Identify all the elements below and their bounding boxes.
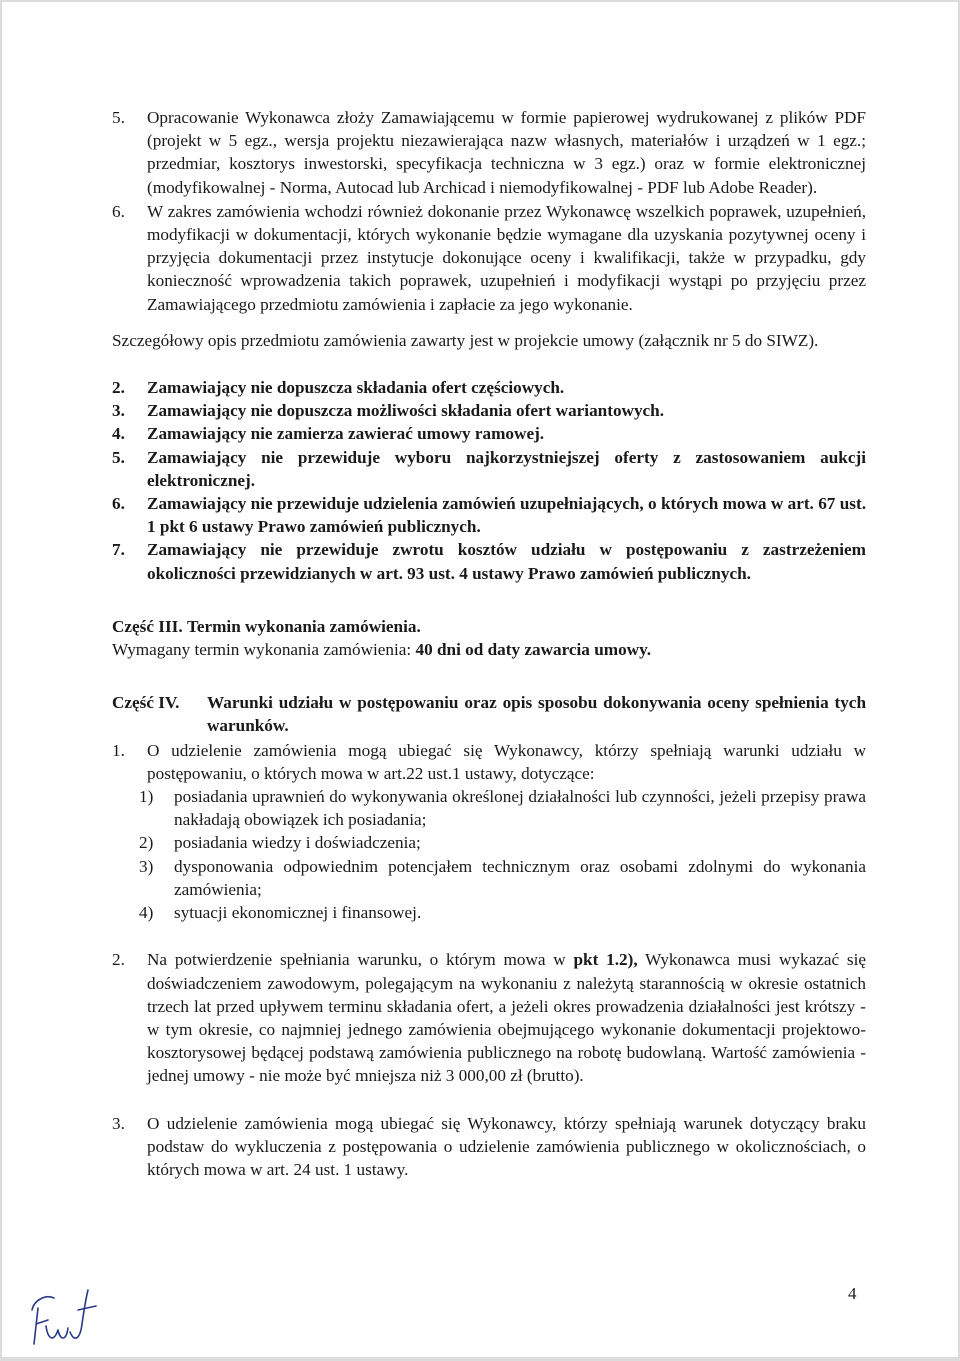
requirement-value: 40 dni od daty zawarcia umowy. xyxy=(415,640,652,660)
detail-description: Szczegółowy opis przedmiotu zamówienia zawarty jest w projekcie umowy (załącznik nr 5 do SIWZ). xyxy=(112,330,819,350)
item-text: O udzielenie zamówienia mogą ubiegać się Wykonawcy, którzy spełniają warunki udziału w postępowaniu, o których mowa w art.22 ust.1 ustawy, dotyczące: xyxy=(147,740,866,783)
requirement-label: Wymagany termin wykonania zamówienia: xyxy=(112,640,412,660)
list-item-number: 2. xyxy=(112,378,125,398)
list-item-number: 3. xyxy=(112,401,125,421)
part-4-heading xyxy=(112,691,866,737)
sub-item xyxy=(112,901,866,924)
paragraph-5 xyxy=(112,106,866,199)
item-text: O udzielenie zamówienia mogą ubiegać się Wykonawcy, którzy spełniają warunek dotyczący braku podstaw do wykluczenia z postępowania o udzielenie zamówienia publicznego w okolicznościach, o których mowa w art. 24 ust. 1 ustawy. xyxy=(147,1113,866,1179)
sub-item-text: dysponowania odpowiednim potencjałem technicznym oraz osobami zdolnymi do wykonania zamówienia; xyxy=(174,856,866,899)
sub-item xyxy=(112,855,866,901)
list-item xyxy=(112,538,866,584)
paragraph-number: 5. xyxy=(112,108,125,127)
paragraph-number: 6. xyxy=(112,201,125,221)
part-label: Część IV. xyxy=(112,693,180,713)
paragraph-text: W zakres zamówienia wchodzi również dokonanie przez Wykonawcę wszelkich poprawek, uzupełnień, modyfikacji w dokumentacji, których wykonanie będzie wymagane dla uzyskania pozytywnej oceny i przyjęcia dokumentacji przez instytucje dokonujące oceny i kwalifikacji, także w przypadku, gdy konieczność wprowadzenia takich poprawek, uzupełnień i modyfikacji wystąpi po przyjęciu przez Zamawiającego przedmiotu zamówienia i zapłacie za jego wykonanie. xyxy=(147,201,866,314)
part-label: Część III. xyxy=(112,616,183,636)
sub-item-number: 4) xyxy=(139,903,154,923)
list-item-text: Zamawiający nie dopuszcza możliwości składania ofert wariantowych. xyxy=(147,401,665,421)
bold-items-list xyxy=(112,376,866,585)
part-4-item-1 xyxy=(112,739,866,785)
list-item xyxy=(112,446,866,492)
sub-item-text: sytuacji ekonomicznej i finansowej. xyxy=(174,903,422,923)
list-item xyxy=(112,492,866,538)
sub-item xyxy=(112,831,866,854)
item-text-bold: pkt 1.2), xyxy=(573,950,638,970)
paragraph-6 xyxy=(112,200,866,316)
list-item xyxy=(112,399,866,422)
part-4-item-3 xyxy=(112,1112,866,1182)
item-number: 3. xyxy=(112,1113,125,1133)
item-number: 2. xyxy=(112,950,125,970)
part-3-requirement xyxy=(112,638,866,661)
list-item-text: Zamawiający nie przewiduje zwrotu kosztów udziału w postępowaniu z zastrzeżeniem okoliczności przewidzianych w art. 93 ust. 4 ustawy Prawo zamówień publicznych. xyxy=(147,540,866,583)
handwritten-signature xyxy=(24,1280,104,1350)
item-text-pre: Na potwierdzenie spełniania warunku, o którym mowa w xyxy=(147,950,566,970)
sub-item-text: posiadania wiedzy i doświadczenia; xyxy=(174,833,421,853)
list-item xyxy=(112,422,866,445)
item-number: 1. xyxy=(112,740,125,760)
list-item-number: 6. xyxy=(112,494,125,514)
sub-item-number: 2) xyxy=(139,833,154,853)
list-item-text: Zamawiający nie zamierza zawierać umowy ramowej. xyxy=(147,424,545,444)
part-title: Termin wykonania zamówienia. xyxy=(186,616,421,636)
list-item-text: Zamawiający nie dopuszcza składania ofert częściowych. xyxy=(147,378,565,398)
list-item-number: 7. xyxy=(112,540,125,560)
page-number: 4 xyxy=(848,1284,857,1303)
sub-item xyxy=(112,785,866,831)
list-item-number: 4. xyxy=(112,424,125,444)
list-item-text: Zamawiający nie przewiduje wyboru najkorzystniejszej oferty z zastosowaniem aukcji elektronicznej. xyxy=(147,447,866,490)
sub-item-text: posiadania uprawnień do wykonywania określonej działalności lub czynności, jeżeli przepisy prawa nakładają obowiązek ich posiadania; xyxy=(174,787,866,830)
sub-item-number: 1) xyxy=(139,787,154,807)
page-content xyxy=(112,106,866,1181)
list-item-number: 5. xyxy=(112,447,125,467)
paragraph-text: Opracowanie Wykonawca złoży Zamawiającemu w formie papierowej wydrukowanej z plików PDF (projekt w 5 egz., wersja projektu niezawierająca nazw własnych, materiałów i urządzeń w 1 egz.; przedmiar, kosztorys inwestorski, specyfikacja techniczna w 3 egz.) oraz w formie elektronicznej (modyfikowalnej - Norma, Autocad lub Archicad i niemodyfikowalnej - PDF lub Adobe Reader). xyxy=(147,108,866,197)
part-4-item-2 xyxy=(112,948,866,1087)
part-3-heading xyxy=(112,615,866,638)
list-item-text: Zamawiający nie przewiduje udzielenia zamówień uzupełniających, o których mowa w art. 67 ust. 1 pkt 6 ustawy Prawo zamówień publicznych. xyxy=(147,494,866,537)
sub-item-number: 3) xyxy=(139,856,154,876)
part-title: Warunki udziału w postępowaniu oraz opis sposobu dokonywania oceny spełnienia tych warunków. xyxy=(207,693,866,736)
document-page xyxy=(2,2,958,1357)
list-item xyxy=(112,376,866,399)
item-text-post: Wykonawca musi wykazać się doświadczeniem zawodowym, polegającym na wykonaniu z należytą starannością w okresie ostatnich trzech lat przed upływem terminu składania ofert, a jeżeli okres prowadzenia działalności jest krótszy - w tym okresie, co najmniej jednego zamówienia obejmującego wykonanie dokumentacji projektowo-kosztorysowej będącej podstawą zamówienia publicznego na robotę budowlaną. Wartość zamówienia - jednej umowy - nie może być mniejsza niż 3 000,00 zł (brutto). xyxy=(147,950,866,1086)
